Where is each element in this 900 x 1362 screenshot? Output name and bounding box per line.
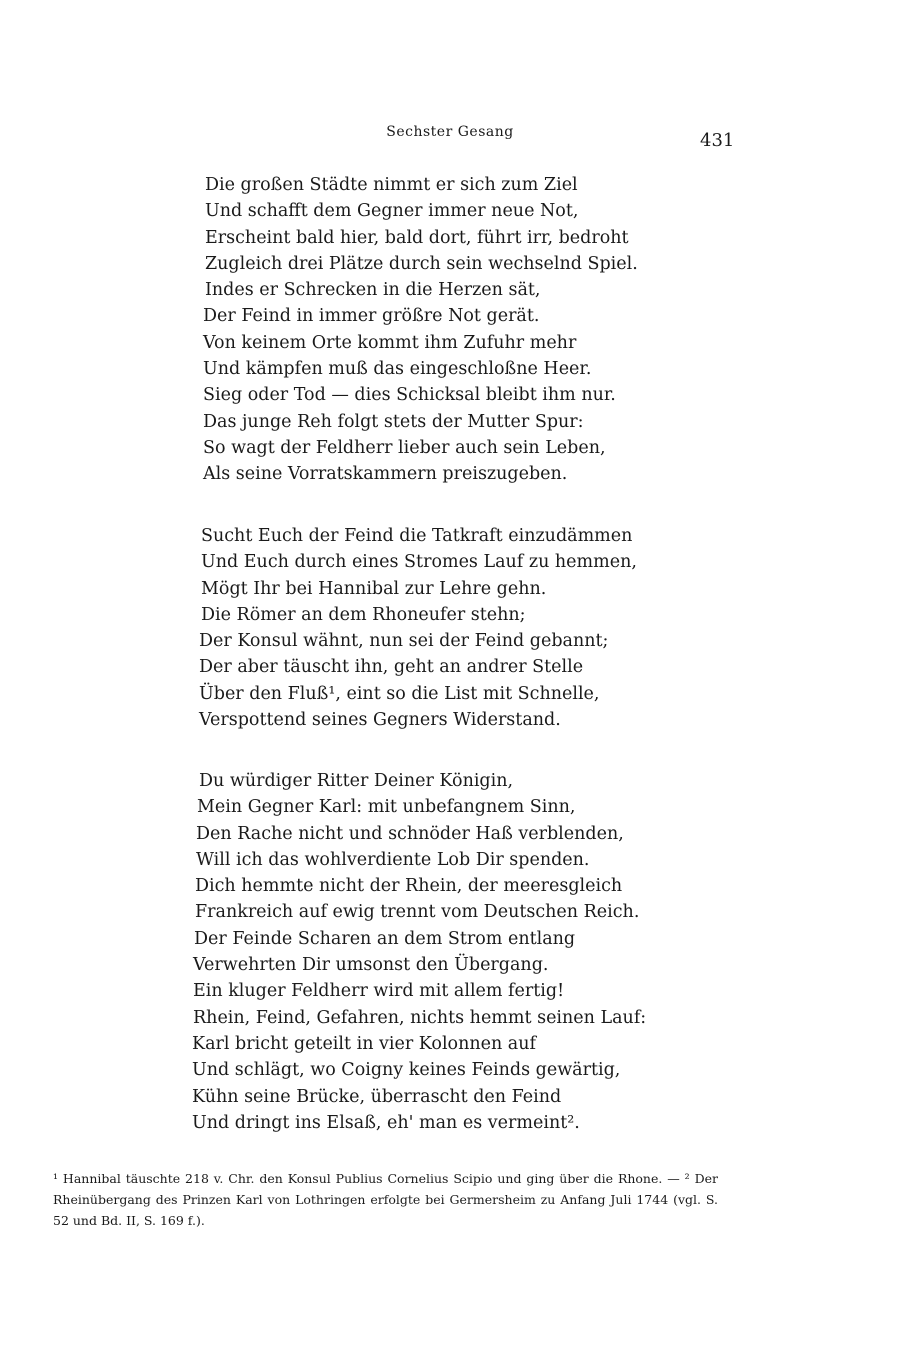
verse-line: Verwehrten Dir umsonst den Übergang. bbox=[193, 955, 549, 976]
verse-line: Der Konsul wähnt, nun sei der Feind gebannt; bbox=[199, 631, 609, 652]
verse-line: Das junge Reh folgt stets der Mutter Spur: bbox=[203, 411, 584, 432]
page-number: 431 bbox=[700, 130, 735, 151]
verse-line: Der aber täuscht ihn, geht an andrer Stelle bbox=[199, 657, 584, 678]
verse-line: Mögt Ihr bei Hannibal zur Lehre gehn. bbox=[201, 578, 547, 599]
verse-line: Will ich das wohlverdiente Lob Dir spenden. bbox=[196, 849, 590, 870]
stanza-3 bbox=[0, 768, 900, 1136]
verse-line: Sucht Euch der Feind die Tatkraft einzudämmen bbox=[201, 526, 633, 546]
verse-line: Indes er Schrecken in die Herzen sät, bbox=[205, 280, 541, 301]
verse-line: Zugleich drei Plätze durch sein wechselnd Spiel. bbox=[205, 253, 638, 274]
verse-line: Als seine Vorratskammern preiszugeben. bbox=[203, 464, 568, 485]
verse-line: Den Rache nicht und schnöder Haß verblenden, bbox=[196, 823, 624, 844]
verse-line: Der Feinde Scharen an dem Strom entlang bbox=[194, 928, 576, 949]
stanza-2 bbox=[0, 523, 900, 733]
verse-line: Über den Fluß¹, eint so die List mit Schnelle, bbox=[199, 683, 600, 704]
verse-line: Ein kluger Feldherr wird mit allem fertig! bbox=[193, 981, 565, 1002]
verse-line: Und schafft dem Gegner immer neue Not, bbox=[205, 201, 579, 222]
verse-line: Du würdiger Ritter Deiner Königin, bbox=[199, 771, 514, 791]
verse-line: Kühn seine Brücke, überrascht den Feind bbox=[192, 1086, 562, 1107]
footnote-1: ¹ Hannibal täuschte 218 v. Chr. den Konsul Publius Cornelius Scipio und ging über die Rhone. bbox=[53, 1171, 663, 1186]
verse-line: Von keinem Orte kommt ihm Zufuhr mehr bbox=[203, 332, 577, 353]
footnotes bbox=[53, 1168, 718, 1231]
verse-line: Verspottend seines Gegners Widerstand. bbox=[199, 710, 561, 731]
verse-line: Rhein, Feind, Gefahren, nichts hemmt seinen Lauf: bbox=[193, 1007, 647, 1028]
verse-line: Mein Gegner Karl: mit unbefangnem Sinn, bbox=[197, 797, 576, 818]
verse-line: Frankreich auf ewig trennt vom Deutschen Reich. bbox=[195, 902, 640, 923]
verse-line: So wagt der Feldherr lieber auch sein Leben, bbox=[203, 437, 606, 458]
verse-line: Sieg oder Tod — dies Schicksal bleibt ihm nur. bbox=[203, 385, 616, 406]
verse-line: Und kämpfen muß das eingeschloßne Heer. bbox=[203, 359, 592, 380]
verse-line: Und schlägt, wo Coigny keines Feinds gewärtig, bbox=[192, 1060, 621, 1081]
verse-line: Karl bricht geteilt in vier Kolonnen auf bbox=[192, 1033, 536, 1054]
verse-line: Und dringt ins Elsaß, eh' man es vermeint². bbox=[192, 1112, 580, 1133]
verse-line: Der Feind in immer größre Not gerät. bbox=[203, 306, 540, 327]
stanza-1 bbox=[0, 172, 900, 488]
running-head: Sechster Gesang bbox=[386, 124, 514, 140]
footnote-2: — ² Der Rheinübergang des Prinzen Karl von Lothringen erfolgte bei Germersheim zu Anfang Juli 1744 (vgl. S. 52 und Bd. II, S. 169 f.). bbox=[53, 1171, 718, 1228]
verse-line: Erscheint bald hier, bald dort, führt irr, bedroht bbox=[205, 227, 629, 248]
verse-line: Die großen Städte nimmt er sich zum Ziel bbox=[205, 175, 578, 195]
verse-line: Und Euch durch eines Stromes Lauf zu hemmen, bbox=[201, 552, 637, 573]
verse-line: Die Römer an dem Rhoneufer stehn; bbox=[201, 604, 526, 625]
verse-line: Dich hemmte nicht der Rhein, der meeresgleich bbox=[195, 876, 623, 897]
